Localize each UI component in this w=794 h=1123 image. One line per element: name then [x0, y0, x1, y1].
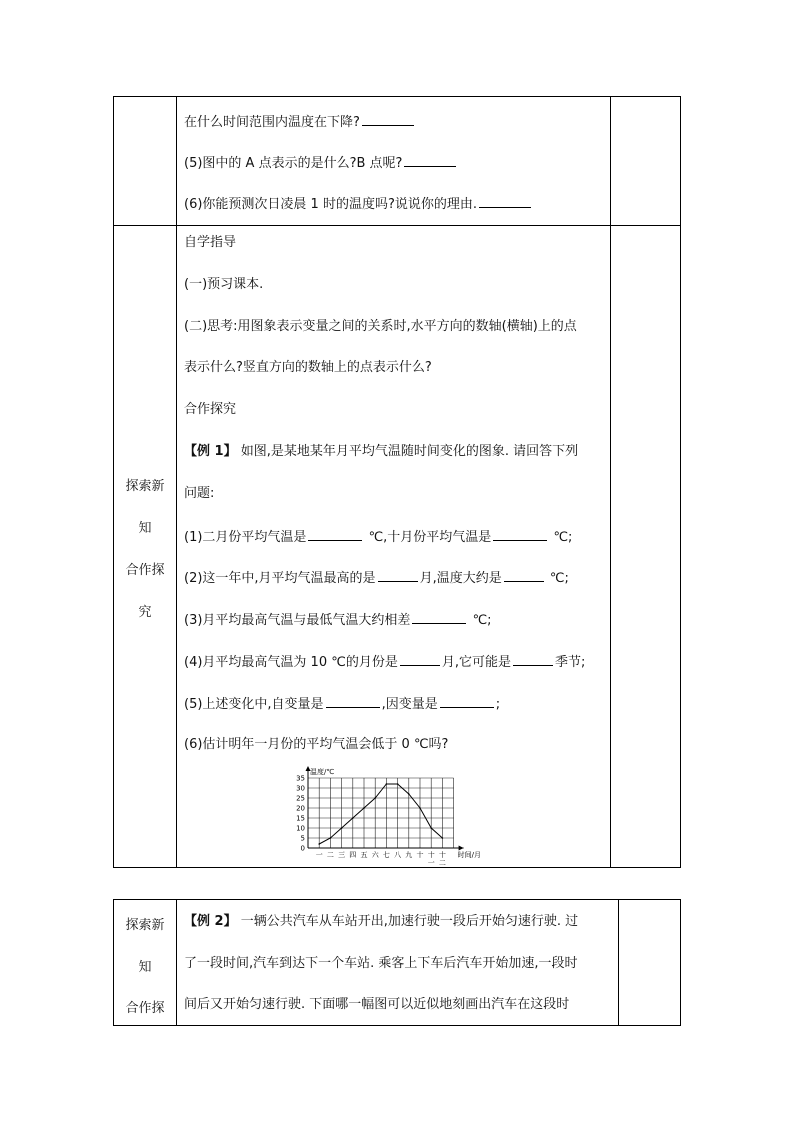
y-tick-label: 15 — [296, 814, 305, 823]
column-divider-left — [176, 900, 177, 1025]
x-tick-label: 二 — [438, 859, 446, 866]
row-divider — [114, 225, 680, 226]
y-tick-label: 30 — [296, 784, 305, 793]
data-point — [352, 817, 354, 819]
x-tick-label: 一 — [427, 859, 435, 866]
example-1-line-2: 问题: — [184, 486, 215, 501]
y-tick-label: 25 — [296, 794, 305, 803]
x-tick-label: 五 — [360, 851, 368, 859]
data-point — [442, 837, 444, 839]
side-label-zhi: 知 — [138, 521, 152, 536]
example-2-line-1: 【例 2】 一辆公共汽车从车站开出,加速行驶一段后开始匀速行驶. 过 — [184, 914, 579, 929]
guide-title: 自学指导 — [184, 235, 237, 250]
question-decline-range: 在什么时间范围内温度在下降? — [184, 113, 416, 131]
question-6-predict: (6)你能预测次日凌晨 1 时的温度吗?说说你的理由. — [184, 195, 533, 213]
side-label-jiu: 究 — [138, 605, 152, 620]
side-label-zhi: 知 — [138, 960, 152, 975]
x-tick-label: 十 — [416, 851, 424, 859]
example-1-question-3: (3)月平均最高气温与最低气温大约相差 ℃; — [184, 613, 492, 628]
y-axis-title: 温度/℃ — [310, 768, 335, 776]
x-tick-label: 四 — [349, 851, 357, 859]
side-label-cooperate: 合作探 — [125, 1001, 165, 1016]
data-point — [397, 783, 399, 785]
guide-step-1: (一)预习课本. — [184, 277, 264, 292]
example-1-question-4: (4)月平均最高气温为 10 ℃的月份是 月,它可能是 季节; — [184, 655, 586, 670]
answer-blank[interactable] — [504, 569, 544, 582]
example-2-tag: 【例 2】 — [184, 914, 237, 929]
x-tick-label: 三 — [338, 851, 346, 859]
example-1-question-2: (2)这一年中,月平均气温最高的是 月,温度大约是 ℃; — [184, 571, 569, 586]
x-tick-label: 十 — [438, 851, 446, 859]
answer-blank[interactable] — [479, 195, 531, 208]
example-1-tag: 【例 1】 — [184, 444, 237, 459]
example-2-line-3: 间后又开始匀速行驶. 下面哪一幅图可以近似地刻画出汽车在这段时 — [184, 997, 570, 1012]
y-tick-label: 0 — [300, 844, 305, 853]
example-1-line-1: 【例 1】 如图,是某地某年月平均气温随时间变化的图象. 请回答下列 — [184, 444, 579, 459]
answer-blank[interactable] — [362, 113, 414, 126]
side-label-explore: 探索新 — [125, 479, 165, 494]
data-point — [318, 843, 320, 845]
data-point — [419, 807, 421, 809]
y-tick-label: 5 — [300, 834, 305, 843]
example-1-question-6: (6)估计明年一月份的平均气温会低于 0 ℃吗? — [184, 737, 449, 752]
data-point — [386, 783, 388, 785]
data-point — [374, 797, 376, 799]
x-tick-label: 六 — [371, 851, 379, 859]
guide-step-2-line-1: (二)思考:用图象表示变量之间的关系时,水平方向的数轴(横轴)上的点 — [184, 319, 577, 334]
answer-blank[interactable] — [326, 695, 380, 708]
column-divider-right — [610, 97, 611, 867]
column-divider-left — [176, 97, 177, 867]
answer-blank[interactable] — [308, 528, 362, 541]
x-axis-title: 时间/月 — [457, 851, 481, 859]
answer-blank[interactable] — [493, 528, 547, 541]
data-point — [408, 793, 410, 795]
y-tick-label: 10 — [296, 824, 305, 833]
answer-blank[interactable] — [513, 653, 553, 666]
cooperate-title: 合作探究 — [184, 402, 237, 417]
data-point — [363, 807, 365, 809]
x-tick-label: 一 — [315, 851, 323, 859]
side-label-explore: 探索新 — [125, 918, 165, 933]
question-5-points: (5)图中的 A 点表示的是什么?B 点呢? — [184, 154, 458, 172]
x-axis-arrow — [459, 846, 464, 851]
y-tick-label: 20 — [296, 804, 305, 813]
x-tick-label: 十 — [427, 851, 435, 859]
data-point — [430, 827, 432, 829]
x-tick-label: 八 — [394, 851, 402, 859]
side-label-cooperate: 合作探 — [125, 563, 165, 578]
y-tick-label: 35 — [296, 774, 305, 783]
data-point — [341, 827, 343, 829]
example-2-line-2: 了一段时间,汽车到达下一个车站. 乘客上下车后汽车开始加速,一段时 — [184, 956, 578, 971]
guide-step-2-line-2: 表示什么?竖直方向的数轴上的点表示什么? — [184, 360, 432, 375]
answer-blank[interactable] — [404, 154, 456, 167]
x-tick-label: 七 — [382, 851, 390, 859]
example-1-question-1: (1)二月份平均气温是 ℃,十月份平均气温是 ℃; — [184, 530, 573, 545]
answer-blank[interactable] — [400, 653, 440, 666]
x-tick-label: 九 — [405, 851, 413, 859]
x-tick-label: 二 — [326, 851, 334, 859]
data-point — [330, 837, 332, 839]
example-1-question-5: (5)上述变化中,自变量是 ,因变量是 ; — [184, 697, 501, 712]
answer-blank[interactable] — [378, 569, 418, 582]
temperature-line-chart — [282, 760, 494, 866]
answer-blank[interactable] — [440, 695, 494, 708]
series-line-monthly-temperature — [319, 784, 442, 844]
answer-blank[interactable] — [412, 611, 466, 624]
column-divider-right — [618, 900, 619, 1025]
